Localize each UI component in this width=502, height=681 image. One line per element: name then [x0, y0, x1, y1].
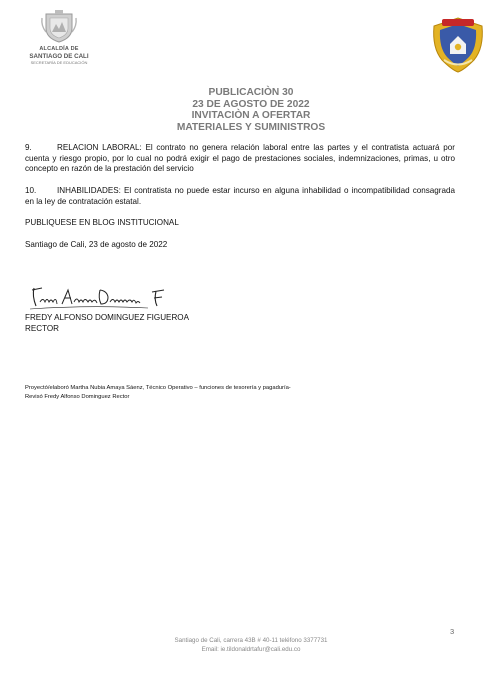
cali-coat-of-arms-icon: [40, 10, 78, 44]
clause-text: INHABILIDADES: El contratista no puede estar incurso en alguna inhabilidad o incompatibilidad consagrada en la ley de contratación estatal.: [25, 186, 455, 206]
signer-role: RECTOR: [25, 324, 60, 333]
logo-line-2: SANTIAGO DE CALI: [29, 53, 89, 60]
clause-9: [25, 143, 455, 175]
clause-number: 9.: [25, 143, 32, 152]
clause-number: 10.: [25, 186, 37, 195]
clause-10: [25, 186, 455, 207]
invitation-subject: MATERIALES Y SUMINISTROS: [176, 121, 326, 133]
logo-line-3: SECRETARÍA DE EDUCACIÓN: [30, 60, 88, 65]
footer-address: Santiago de Cali, carrera 43B # 40-11 teléfono 3377731: [174, 637, 328, 644]
publication-number: PUBLICACIÒN 30: [208, 87, 294, 98]
page-number: 3: [450, 627, 455, 636]
handwritten-signature: [28, 284, 178, 314]
credits-reviewed-by: Revisó Fredy Alfonso Dominguez Rector: [25, 394, 130, 400]
school-crest: [430, 14, 486, 74]
credits-prepared-by: Proyectó/elaboró Martha Nubia Amaya Sáenz, Técnico Operativo – funciones de tesorería y pagaduría-: [25, 385, 291, 391]
publish-note: PUBLIQUESE EN BLOG INSTITUCIONAL: [25, 218, 179, 227]
invitation-title: INVITACIÒN A OFERTAR: [191, 110, 311, 122]
signer-name: FREDY ALFONSO DOMINGUEZ FIGUEROA: [25, 313, 189, 322]
clause-text: RELACION LABORAL: El contrato no genera relación laboral entre las partes y el contratista actuará por cuenta y riesgo propio, por lo cual no podrá exigir el pago de prestaciones sociales, indemnizaciones, primas, u otro concepto en razón de la prestación del servicio: [25, 143, 455, 173]
place-date: Santiago de Cali, 23 de agosto de 2022: [25, 240, 168, 249]
footer-email: Email: ie.tildonaldrtafur@cali.edu.co: [201, 646, 301, 653]
publication-date: 23 DE AGOSTO DE 2022: [192, 98, 310, 110]
publication-title-block: [0, 87, 502, 133]
logo-line-1: ALCALDÍA DE: [39, 46, 79, 52]
school-crest-icon: [430, 14, 486, 74]
alcaldia-logo: [28, 10, 90, 65]
